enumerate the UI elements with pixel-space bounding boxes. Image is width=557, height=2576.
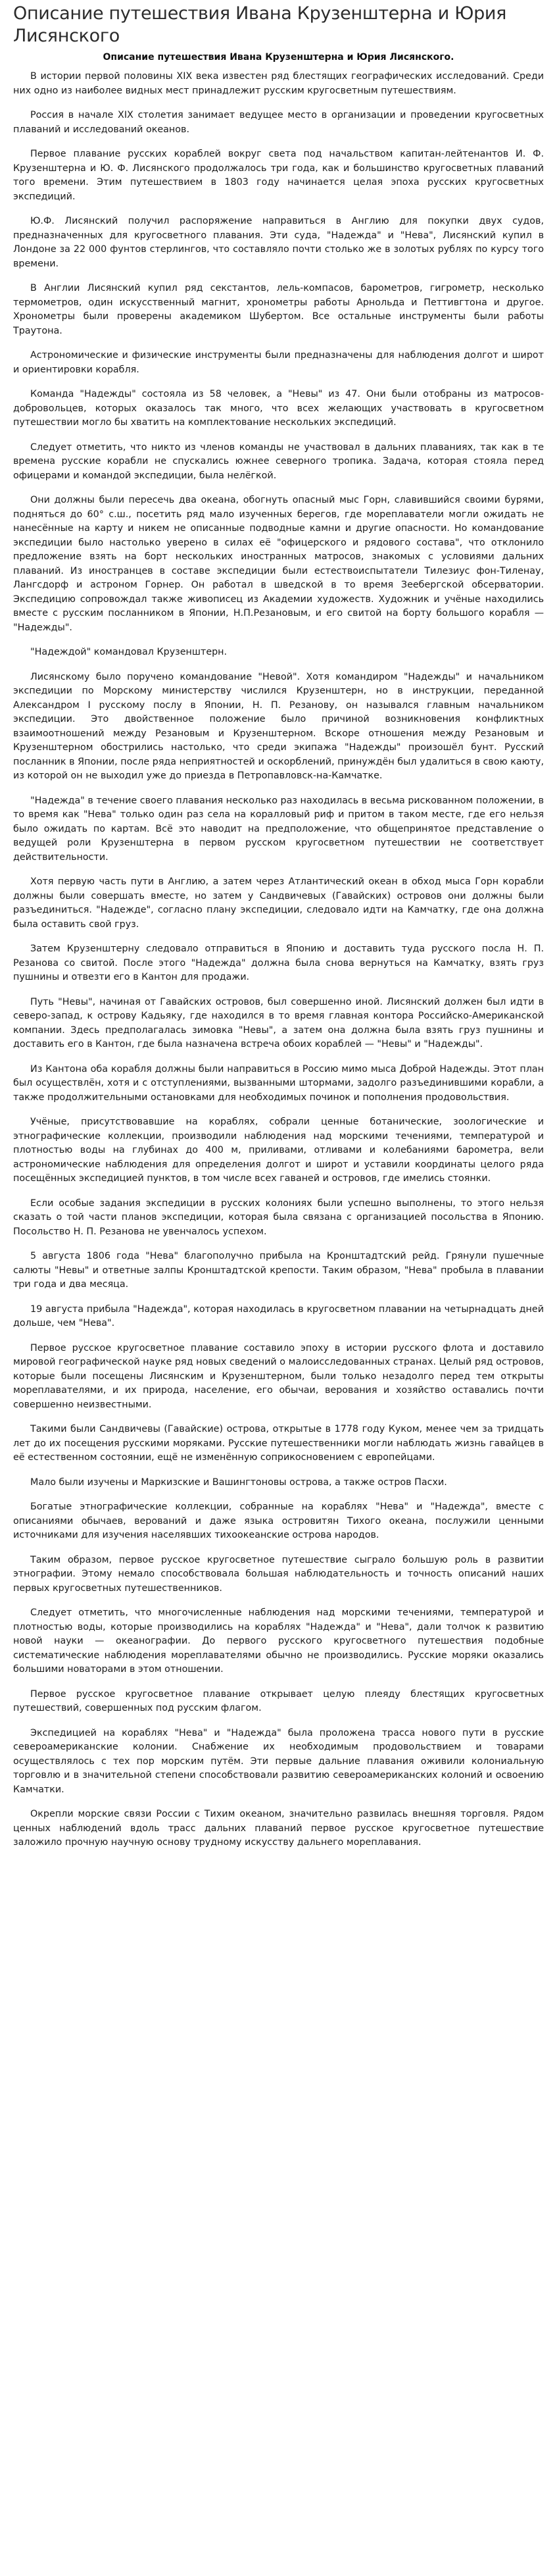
article-paragraph: Экспедицией на кораблях "Нева" и "Надежда" была проложена трасса нового пути в русские североамериканские колонии. Снабжение их необходимым продовольствием и товарами осуществлялось с тех пор морским путём. Эти первые дальние плавания оживили колониальную торговлю и в значительной степени способствовали развитию североамериканских колоний и освоению Камчатки.: [13, 1727, 544, 1795]
article-paragraph: 5 августа 1806 года "Нева" благополучно прибыла на Кронштадтский рейд. Грянули пушечные салюты "Невы" и ответные залпы Кронштадтской крепости. Таким образом, "Нева" пробыла в плавании три года и два месяца.: [13, 1251, 544, 1290]
article-paragraph: Такими были Сандвичевы (Гавайские) острова, открытые в 1778 году Куком, менее чем за тридцать лет до их посещения русскими моряками. Русские путешественники могли наблюдать жизнь гавайцев в её естественном состоянии, ещё не изменённую соприкосновением с европейцами.: [13, 1424, 544, 1463]
article-paragraph: Богатые этнографические коллекции, собранные на кораблях "Нева" и "Надежда", вместе с описаниями обычаев, верований и даже языка островитян Тихого океана, послужили ценными источниками для изучения населявших тихоокеанские острова народов.: [13, 1502, 544, 1540]
article-paragraph: Лисянскому было поручено командование "Невой". Хотя командиром "Надежды" и начальником экспедиции по Морскому министерству числился Крузенштерн, но в инструкции, переданной Александром I русскому послу в Японии, Н. П. Резанову, он назывался главным начальником экспедиции. Это двойственное положение было причиной возникновения конфликтных взаимоотношений между Резановым и Крузенштерном. Вскоре отношения между Резановым и Крузенштерном обострились настолько, что среди экипажа "Надежды" произошёл бунт. Русский посланник в Японии, после ряда неприятностей и оскорблений, принуждён был удалиться в свою каюту, из которой он не выходил уже до приезда в Петропавловск-на-Камчатке.: [13, 671, 544, 781]
article-paragraph: Ю.Ф. Лисянский получил распоряжение направиться в Англию для покупки двух судов, предназначенных для кругосветного плавания. Эти суда, "Надежда" и "Нева", Лисянский купил в Лондоне за 22 000 фунтов стерлингов, что составляло почти столько же в золотых рублях по курсу того времени.: [13, 216, 544, 269]
article-paragraph: Следует отметить, что многочисленные наблюдения над морскими течениями, температурой и плотностью воды, которые производились на кораблях "Надежда" и "Нева", дали толчок к развитию новой науки — океанографии. До первого русского кругосветного путешествия подобные систематические наблюдения мореплавателями обычно не производились. Русские моряки оказались большими новаторами в этом отношении.: [13, 1607, 544, 1675]
article-body: [13, 70, 544, 1850]
article-paragraph: Из Кантона оба корабля должны были направиться в Россию мимо мыса Доброй Надежды. Этот план был осуществлён, хотя и с отступлениями, вызванными штормами, задолго разъединившими корабли, а также продолжительными остановками для необходимых починок и пополнения продовольствия.: [13, 1063, 544, 1103]
article-paragraph: Мало были изучены и Маркизские и Вашингтоновы острова, а также остров Пасхи.: [30, 1477, 447, 1488]
article-paragraph: Астрономические и физические инструменты были предназначены для наблюдения долгот и широт и ориентировки корабля.: [13, 350, 544, 375]
article-paragraph: Команда "Надежды" состояла из 58 человек, а "Невы" из 47. Они были отобраны из матросов-добровольцев, которых оказалось так много, что всех желающих участвовать в кругосветном путешествии могло бы хватить на комплектование нескольких экспедиций.: [13, 389, 544, 428]
article-paragraph: Первое русское кругосветное плавание открывает целую плеяду блестящих кругосветных путешествий, совершенных под русским флагом.: [13, 1688, 544, 1713]
page-title: Описание путешествия Ивана Крузенштерна и Юрия Лисянского: [13, 3, 507, 46]
article-paragraph: Первое русское кругосветное плавание составило эпоху в истории русского флота и доставило мировой географической науке ряд новых сведений о малоисследованных странах. Целый ряд островов, которые были посещены Лисянским и Крузенштерном, были только незадолго перед тем открыты мореплавателями, и их природа, население, его обычаи, верования и хозяйство оставались почти совершенно неизвестными.: [13, 1342, 544, 1410]
article-subtitle: Описание путешествия Ивана Крузенштерна и Юрия Лисянского.: [103, 52, 454, 63]
article-paragraph: В Англии Лисянский купил ряд секстантов, лель-компасов, барометров, гигрометр, несколько термометров, один искусственный магнит, хронометры работы Арнольда и Петтивгтона и другое. Хронометры были проверены академиком Шубертом. Все остальные инструменты были работы Траутона.: [13, 283, 544, 336]
article-paragraph: "Надеждой" командовал Крузенштерн.: [30, 647, 228, 657]
article-paragraph: Россия в начале XIX столетия занимает ведущее место в организации и проведении кругосветных плаваний и исследований океанов.: [13, 110, 544, 135]
article-paragraph: Учёные, присутствовавшие на кораблях, собрали ценные ботанические, зоологические и этнографические коллекции, производили наблюдения над морскими течениями, температурой и плотностью воды на глубинах до 400 м, приливами, отливами и колебаниями барометра, вели астрономические наблюдения для определения долгот и широт и уставили координаты целого ряда посещённых экспедицией пунктов, в том числе всех гаваней и островов, где имелись стоянки.: [13, 1117, 544, 1184]
article-paragraph: Первое плавание русских кораблей вокруг света под начальством капитан-лейтенантов И. Ф. Крузенштерна и Ю. Ф. Лисянского продолжалось три года, как и большинство кругосветных плаваний того времени. Этим путешествием в 1803 году начинается целая эпоха русских кругосветных экспедиций.: [13, 149, 544, 202]
article-paragraph: В истории первой половины XIX века известен ряд блестящих географических исследований. Среди них одно из наиболее видных мест принадлежит русским кругосветным путешествиям.: [13, 71, 544, 96]
article-paragraph: Таким образом, первое русское кругосветное путешествие сыграло большую роль в развитии этнографии. Этому немало способствовала большая наблюдательность и точность описаний наших первых кругосветных путешественников.: [13, 1554, 544, 1594]
article-paragraph: Хотя первую часть пути в Англию, а затем через Атлантический океан в обход мыса Горн корабли должны были совершать вместе, но затем у Сандвичевых (Гавайских) островов они должны были разъединиться. "Надежде", согласно плану экспедиции, следовало идти на Камчатку, где она должна была оставить свой груз.: [13, 876, 544, 930]
article-paragraph: Окрепли морские связи России с Тихим океаном, значительно развилась внешняя торговля. Рядом ценных наблюдений вдоль трасс дальних плаваний первое русское кругосветное путешествие заложило прочную научную основу трудному искусству дальнего мореплавания.: [13, 1809, 544, 1848]
article-paragraph: Путь "Невы", начиная от Гавайских островов, был совершенно иной. Лисянский должен был идти в северо-запад, к острову Кадьяку, где находился в то время главная контора Российско-Американской компании. Здесь предполагалась зимовка "Невы", а затем она должна была взять груз пушнины и доставить его в Кантон, где была назначена встреча обоих кораблей — "Невы" и "Надежды".: [13, 996, 544, 1049]
article-paragraph: Они должны были пересечь два океана, обогнуть опасный мыс Горн, славившийся своими бурями, подняться до 60° с.ш., посетить ряд мало изученных берегов, где мореплаватели могли ожидать не нанесённые на карту и никем не описанные подводные камни и другие опасности. Но командование экспедиции было настолько уверено в силах её "офицерского и рядового состава", что отклонило предложение взять на борт нескольких иностранных матросов, знакомых с условиями дальних плаваний. Из иностранцев в составе экспедиции были естествоиспытатели Тилезиус фон-Тиленау, Лангсдорф и астроном Горнер. Он работал в шведской в то время Зеебергской обсерватории. Экспедицию сопровождал также живописец из Академии художеств. Художник и учёные находились вместе с русским посланником в Японии, Н.П.Резановым, и его свитой на борту большого корабля — "Надежды".: [13, 495, 544, 633]
article-paragraph: Если особые задания экспедиции в русских колониях были успешно выполнены, то этого нельзя сказать о той части планов экспедиции, которая была связана с организацией посольства в Японию. Посольство Н. П. Резанова не увенчалось успехом.: [13, 1198, 544, 1237]
article-paragraph: Затем Крузенштерну следовало отправиться в Японию и доставить туда русского посла Н. П. Резанова со свитой. После этого "Надежда" должна была снова вернуться на Камчатку, взять груз пушнины и отвезти его в Кантон для продажи.: [13, 944, 544, 982]
article-paragraph: Следует отметить, что никто из членов команды не участвовал в дальних плаваниях, так как в те времена русские корабли не спускались южнее северного тропика. Задача, которая стояла перед офицерами и командой экспедиции, была нелёгкой.: [13, 442, 544, 481]
article-paragraph: 19 августа прибыла "Надежда", которая находилась в кругосветном плавании на четырнадцать дней дольше, чем "Нева".: [13, 1303, 544, 1328]
article-paragraph: "Надежда" в течение своего плавания несколько раз находилась в весьма рискованном положении, в то время как "Нева" только один раз села на коралловый риф и притом в таком месте, где его нельзя было ожидать по картам. Всё это наводит на предположение, что общепринятое представление о ведущей роли Крузенштерна в первом русском кругосветном путешествии не соответствует действительности.: [13, 795, 544, 863]
